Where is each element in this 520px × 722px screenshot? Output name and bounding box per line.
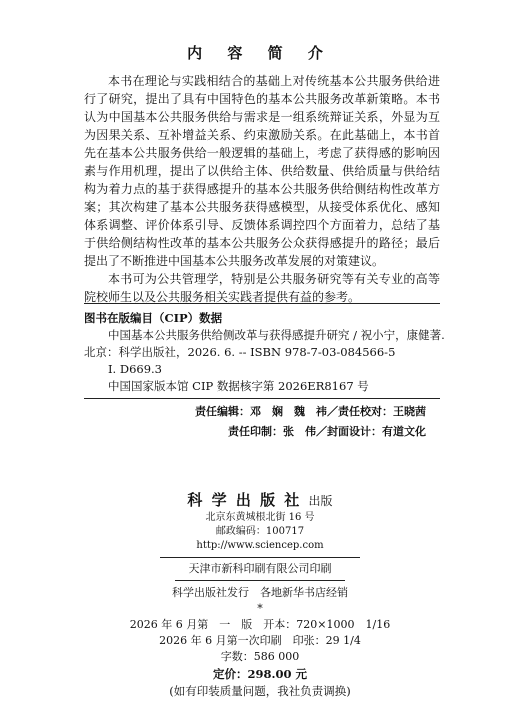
cip-classification-line: Ⅰ. D669.3: [108, 362, 162, 376]
cip-heading: 图书在版编目（CIP）数据: [84, 311, 223, 325]
publisher-divider: [160, 557, 360, 558]
distribution-line: 科学出版社发行 各地新华书店经销: [172, 586, 348, 599]
publisher-name-suffix: 出版: [308, 494, 333, 508]
cip-block: [84, 309, 445, 395]
printing-line: 2026 年 6 月第一次印刷 印张：29 1/4: [159, 634, 361, 647]
abstract-paragraph-1: 本书在理论与实践相结合的基础上对传统基本公共服务供给进行了研究，提出了具有中国特色的基本公共服务改革新策略。本书认为中国基本公共服务供给与需求是一组系统辩证关系，外显为互为因果关系、互补增益关系、约束激励关系。在此基础上，本书首先在基本公共服务供给一般逻辑的基础上，考虑了获得感的影响因素与作用机理，提出了以供给主体、供给数量、供给质量与供给结构为着力点的基于获得感提升的基本公共服务供给侧结构性改革方案；其次构建了基本公共服务获得感模型，从接受体系优化、感知体系调整、评价体系引导、反馈体系调控四个方面着力，总结了基于供给侧结构性改革的基本公共服务公众获得感提升的路径；最后提出了不断推进中国基本公共服务改革发展的对策建议。: [84, 74, 440, 268]
quality-notice: (如有印装质量问题，我社负责调换): [169, 684, 351, 698]
page-title: 内 容 简 介: [187, 44, 333, 62]
editors-line-2: 责任印制：张 伟／封面设计：有道文化: [228, 425, 426, 438]
cip-divider: [84, 398, 440, 399]
price-line: 定价：298.00 元: [212, 667, 307, 681]
wordcount-line: 字数：586 000: [220, 650, 300, 663]
publisher-name: 科 学 出 版 社: [187, 491, 302, 509]
cip-publication-line: 北京：科学出版社，2026. 6. -- ISBN 978-7-03-084566-5: [84, 345, 396, 359]
publisher-block: [0, 490, 520, 699]
edition-line: 2026 年 6 月第 一 版 开本：720×1000 1/16: [129, 618, 391, 631]
abstract-paragraph-2: 本书可为公共管理学，特别是公共服务研究等有关专业的高等院校师生以及公共服务相关实践者提供有益的参考。: [84, 272, 440, 304]
top-divider: [84, 303, 440, 304]
abstract: [84, 72, 440, 306]
publisher-name-line: [0, 490, 520, 511]
editors-line-1: 责任编辑：邓 娴 魏 祎／责任校对：王晓茜: [195, 405, 426, 418]
cip-record-number: 中国国家版本馆 CIP 数据核字第 2026ER8167 号: [108, 379, 369, 393]
publisher-address: 北京东黄城根北街 16 号: [205, 512, 315, 523]
cip-title-line: 中国基本公共服务供给侧改革与获得感提升研究 / 祝小宁，康健著.: [108, 328, 445, 342]
separator-star: *: [257, 602, 263, 615]
printer-divider: [175, 580, 345, 581]
publisher-postcode: 邮政编码：100717: [215, 526, 305, 537]
publisher-website: http://www.sciencep.com: [196, 540, 324, 551]
printer-line: 天津市新科印刷有限公司印刷: [188, 562, 332, 575]
